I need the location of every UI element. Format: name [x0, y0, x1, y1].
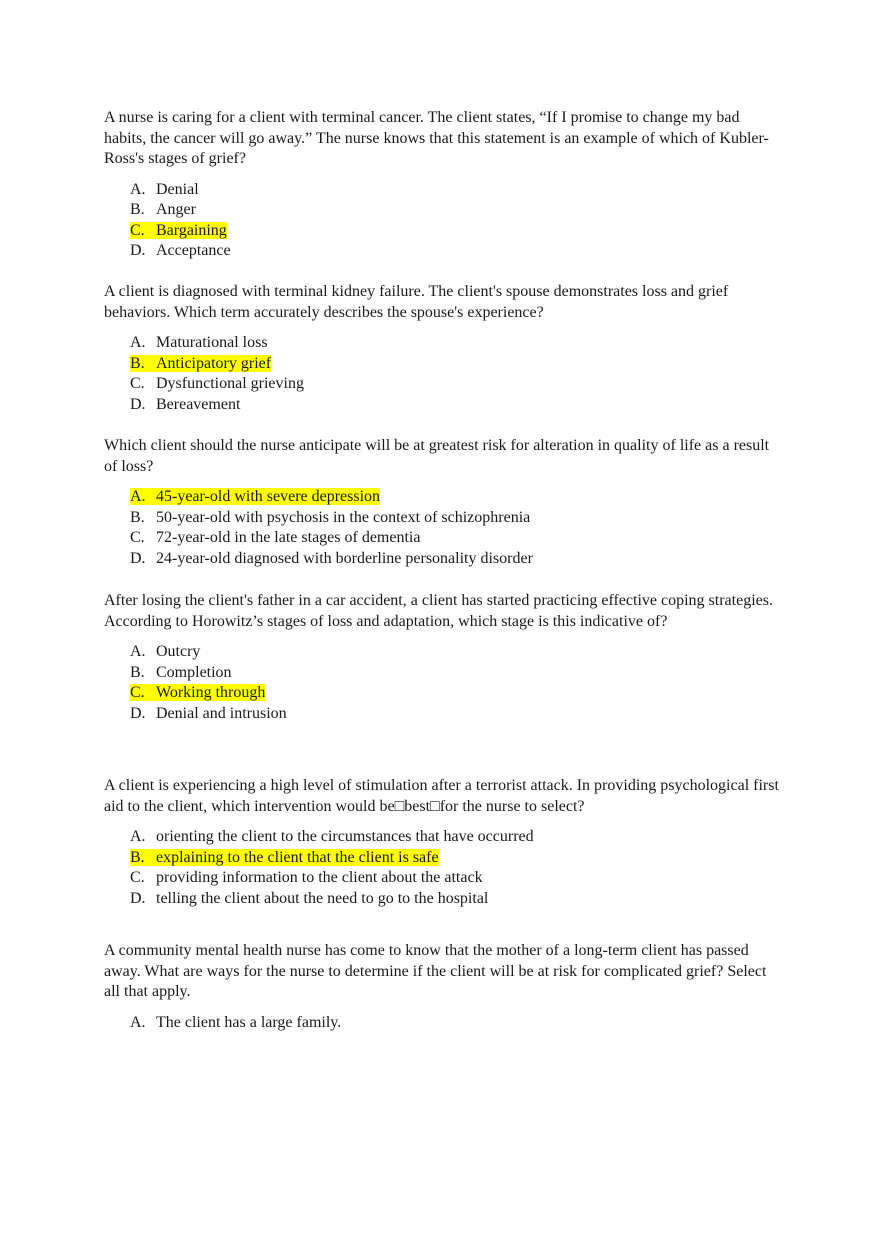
option-c-highlighted: C. Working through	[130, 684, 266, 701]
option-list	[104, 827, 784, 909]
option-a: A. Outcry	[130, 643, 201, 660]
option-d: D. 24-year-old diagnosed with borderline personality disorder	[130, 549, 533, 567]
option-b-highlighted: B. Anticipatory grief	[130, 354, 272, 372]
option-a: A. The client has a large family.	[130, 1013, 342, 1031]
option-a: A. Denial	[130, 180, 199, 198]
option-b: B. Anger	[130, 201, 196, 218]
option-list	[104, 642, 784, 724]
question-text: A nurse is caring for a client with terminal cancer. The client states, “If I promise to change my bad habits, the cancer will go away.” The nurse knows that this statement is an example of which of Kubler-Ross's stages of grief?	[104, 109, 769, 167]
question-4	[104, 591, 784, 724]
option-d: D. telling the client about the need to go to the hospital	[130, 889, 489, 907]
question-6	[104, 941, 784, 1033]
question-text: A client is experiencing a high level of stimulation after a terrorist attack. In providing psychological first aid to the client, which intervention would be□best□for the nurse to select?	[104, 777, 779, 815]
question-text: A community mental health nurse has come to know that the mother of a long-term client has passed away. What are ways for the nurse to determine if the client will be at risk for complicated grief? Select all that apply.	[104, 942, 767, 1000]
option-a: A. Maturational loss	[130, 334, 268, 351]
option-list	[104, 487, 784, 569]
option-c-highlighted: C. Bargaining	[130, 221, 227, 239]
option-b-highlighted: B. explaining to the client that the client is safe	[130, 848, 439, 866]
option-a-highlighted: A. 45-year-old with severe depression	[130, 488, 381, 505]
option-c: C. 72-year-old in the late stages of dementia	[130, 529, 421, 546]
option-list	[104, 180, 784, 262]
option-b: B. Completion	[130, 663, 232, 681]
option-d: D. Acceptance	[130, 242, 231, 259]
option-list	[104, 333, 784, 415]
question-2	[104, 282, 784, 415]
option-d: D. Denial and intrusion	[130, 704, 287, 722]
question-text: Which client should the nurse anticipate will be at greatest risk for alteration in quality of life as a result of loss?	[104, 437, 770, 475]
question-text: A client is diagnosed with terminal kidney failure. The client's spouse demonstrates loss and grief behaviors. Which term accurately describes the spouse's experience?	[104, 283, 729, 321]
option-b: B. 50-year-old with psychosis in the context of schizophrenia	[130, 508, 531, 526]
question-3	[104, 436, 784, 569]
option-list	[104, 1013, 784, 1034]
option-d: D. Bereavement	[130, 395, 241, 413]
option-a: A. orienting the client to the circumstances that have occurred	[130, 828, 534, 845]
question-1	[104, 108, 784, 262]
option-c: C. providing information to the client about the attack	[130, 869, 483, 886]
question-5	[104, 776, 784, 909]
option-c: C. Dysfunctional grieving	[130, 375, 304, 392]
question-text: After losing the client's father in a car accident, a client has started practicing effective coping strategies. According to Horowitz’s stages of loss and adaptation, which stage is this indicative of?	[104, 592, 773, 630]
